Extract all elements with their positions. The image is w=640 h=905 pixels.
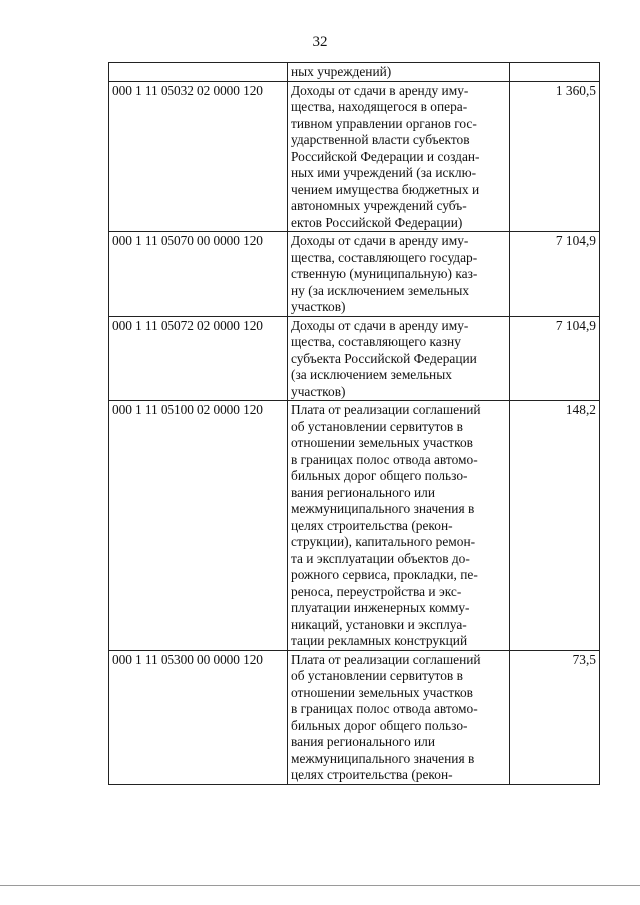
revenue-name-line: бильных дорог общего пользо- — [291, 468, 468, 483]
revenue-name-line: Плата от реализации соглашений — [291, 651, 481, 667]
amount: 7 104,9 — [510, 316, 600, 401]
table-row — [109, 316, 600, 401]
revenue-name-line: Доходы от сдачи в аренду иму- — [291, 82, 469, 98]
amount: 148,2 — [510, 401, 600, 651]
revenue-name-line: в границах полос отвода автомо- — [291, 451, 478, 467]
table-row — [109, 650, 600, 784]
revenue-name — [288, 232, 510, 317]
amount: 73,5 — [510, 650, 600, 784]
amount: 1 360,5 — [510, 81, 600, 232]
classification-code: 000 1 11 05100 02 0000 120 — [109, 401, 288, 651]
revenue-name-line: ударственной власти субъектов — [291, 132, 470, 147]
revenue-name-line: отношении земельных участков — [291, 684, 473, 700]
revenue-name-line: вания регионального или — [291, 734, 436, 749]
revenue-name-line: щества, составляющего казну — [291, 334, 461, 349]
revenue-name-line: Доходы от сдачи в аренду иму- — [291, 233, 469, 248]
classification-code: 000 1 11 05032 02 0000 120 — [109, 81, 288, 232]
table-row — [109, 232, 600, 317]
amount: 7 104,9 — [510, 232, 600, 317]
revenue-name — [288, 63, 510, 82]
revenue-name — [288, 81, 510, 232]
classification-code: 000 1 11 05072 02 0000 120 — [109, 316, 288, 401]
revenue-name-line: никаций, установки и эксплуа- — [291, 616, 467, 632]
revenue-name-line: в границах полос отвода автомо- — [291, 701, 478, 716]
revenue-name-line: струкции), капитального ремон- — [291, 534, 476, 549]
revenue-name-line: чением имущества бюджетных и — [291, 181, 480, 197]
revenue-name-line: целях строительства (рекон- — [291, 767, 453, 782]
revenue-name-line: реноса, переустройства и экс- — [291, 583, 462, 599]
revenue-name-line: об установлении сервитутов в — [291, 418, 463, 434]
revenue-name-line: ственную (муниципальную) каз- — [291, 266, 478, 281]
revenue-name — [288, 401, 510, 651]
table-row — [109, 81, 600, 232]
revenue-name-line: межмуниципального значения в — [291, 501, 475, 516]
revenue-name-line: ну (за исключением земельных — [291, 282, 470, 298]
revenue-name-line: ных учреждений) — [291, 64, 392, 79]
revenue-name-line: ектов Российской Федерации) — [291, 214, 463, 230]
revenue-name — [288, 650, 510, 784]
revenue-name-line: щества, находящегося в опера- — [291, 99, 468, 114]
revenue-name-line: об установлении сервитутов в — [291, 668, 463, 683]
revenue-name-line: тации рекламных конструкций — [291, 633, 468, 648]
revenue-name-line: Российской Федерации и создан- — [291, 148, 480, 164]
revenue-name-line: субъекта Российской Федерации — [291, 350, 477, 366]
table-row — [109, 63, 600, 82]
revenue-name-line: отношении земельных участков — [291, 435, 473, 450]
revenue-name-line: ных ими учреждений (за исклю- — [291, 165, 477, 180]
revenue-name-line: целях строительства (рекон- — [291, 517, 453, 533]
classification-code: 000 1 11 05300 00 0000 120 — [109, 650, 288, 784]
amount — [510, 63, 600, 82]
revenue-name-line: участков) — [291, 299, 346, 314]
page-number: 32 — [312, 34, 328, 50]
revenue-name-line: автономных учреждений субъ- — [291, 198, 467, 213]
revenue-name-line: Доходы от сдачи в аренду иму- — [291, 317, 469, 333]
classification-code: 000 1 11 05070 00 0000 120 — [109, 232, 288, 317]
revenue-table — [108, 62, 600, 785]
revenue-name-line: рожного сервиса, прокладки, пе- — [291, 567, 478, 582]
revenue-name — [288, 316, 510, 401]
revenue-name-line: вания регионального или — [291, 484, 436, 500]
revenue-name-line: бильных дорог общего пользо- — [291, 717, 468, 733]
revenue-name-line: Плата от реализации соглашений — [291, 402, 481, 417]
revenue-name-line: та и эксплуатации объектов до- — [291, 550, 470, 566]
classification-code — [109, 63, 288, 82]
revenue-name-line: межмуниципального значения в — [291, 750, 475, 766]
revenue-name-line: (за исключением земельных — [291, 367, 452, 382]
revenue-name-line: тивном управлении органов гос- — [291, 115, 477, 131]
revenue-name-line: участков) — [291, 383, 346, 399]
table-row — [109, 401, 600, 651]
revenue-name-line: щества, составляющего государ- — [291, 249, 478, 265]
page-bottom-divider — [0, 885, 640, 886]
revenue-name-line: плуатации инженерных комму- — [291, 600, 470, 615]
